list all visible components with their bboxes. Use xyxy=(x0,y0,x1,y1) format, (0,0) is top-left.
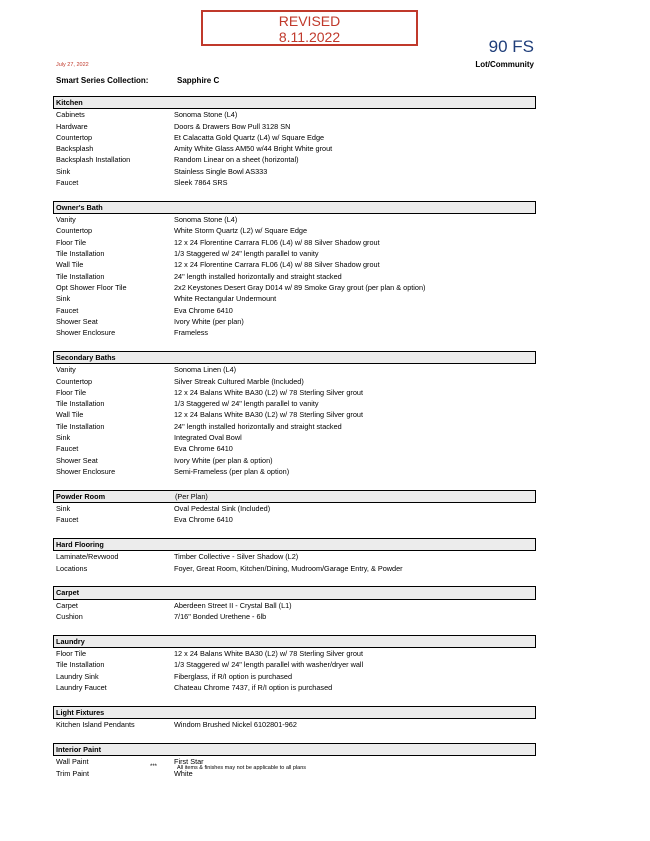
spec-label: Locations xyxy=(56,563,88,573)
spec-row xyxy=(53,132,536,143)
spec-label: Vanity xyxy=(56,215,76,225)
spec-label: Countertop xyxy=(56,226,93,236)
spec-value: 12 x 24 Balans White BA30 (L2) w/ 78 Sterling Silver grout xyxy=(174,649,364,659)
section-powder-room xyxy=(53,490,536,526)
spec-value: 12 x 24 Balans White BA30 (L2) w/ 78 Sterling Silver grout xyxy=(174,410,364,420)
section-carpet xyxy=(53,586,536,622)
section-light-fixtures xyxy=(53,706,536,731)
spec-value: Windom Brushed Nickel 6102801-962 xyxy=(174,720,297,730)
spec-row xyxy=(53,563,536,574)
spec-label: Carpet xyxy=(56,600,78,610)
spec-value: Eva Chrome 6410 xyxy=(174,444,233,454)
spec-value: 12 x 24 Florentine Carrara FL06 (L4) w/ 88 Silver Shadow grout xyxy=(174,237,380,247)
section-header xyxy=(53,490,536,503)
spec-label: Cabinets xyxy=(56,110,85,120)
spec-label: Tile Installation xyxy=(56,421,105,431)
spec-label: Shower Seat xyxy=(56,316,98,326)
spec-value: Sonoma Linen (L4) xyxy=(174,365,237,375)
spec-value: Eva Chrome 6410 xyxy=(174,305,233,315)
spec-row xyxy=(53,305,536,316)
spec-label: Wall Tile xyxy=(56,260,84,270)
spec-row xyxy=(53,271,536,282)
spec-label: Sink xyxy=(56,294,71,304)
spec-row xyxy=(53,648,536,659)
spec-label: Kitchen Island Pendants xyxy=(56,720,135,730)
spec-row xyxy=(53,671,536,682)
spec-row xyxy=(53,327,536,338)
spec-label: Faucet xyxy=(56,515,79,525)
section-header xyxy=(53,538,536,551)
spec-label: Sink xyxy=(56,504,71,513)
spec-label: Wall Paint xyxy=(56,757,89,767)
spec-row xyxy=(53,551,536,562)
collection-label: Smart Series Collection: xyxy=(56,76,149,85)
spec-value: Stainless Single Bowl AS333 xyxy=(174,166,268,176)
spec-label: Tile Installation xyxy=(56,660,105,670)
spec-label: Faucet xyxy=(56,305,79,315)
spec-label: Faucet xyxy=(56,444,79,454)
spec-row xyxy=(53,143,536,154)
spec-label: Trim Paint xyxy=(56,768,89,778)
spec-row xyxy=(53,421,536,432)
revised-stamp xyxy=(201,10,418,46)
section-title: Owner's Bath xyxy=(56,202,103,212)
spec-row xyxy=(53,503,536,514)
spec-label: Sink xyxy=(56,166,71,176)
section-interior-paint xyxy=(53,743,536,779)
spec-row xyxy=(53,409,536,420)
spec-row xyxy=(53,455,536,466)
spec-value: Ivory White (per plan) xyxy=(174,316,244,326)
spec-label: Cushion xyxy=(56,612,83,622)
section-header xyxy=(53,351,536,364)
spec-row xyxy=(53,214,536,225)
spec-label: Backsplash Installation xyxy=(56,155,131,165)
spec-row xyxy=(53,121,536,132)
spec-row xyxy=(53,466,536,477)
spec-row xyxy=(53,659,536,670)
document-date: July 27, 2022 xyxy=(56,62,89,68)
spec-label: Countertop xyxy=(56,132,93,142)
spec-label: Backsplash xyxy=(56,144,94,154)
section-title: Interior Paint xyxy=(56,744,102,754)
spec-row xyxy=(53,600,536,611)
spec-label: Tile Installation xyxy=(56,271,105,281)
spec-row xyxy=(53,293,536,304)
spec-value: White Storm Quartz (L2) w/ Square Edge xyxy=(174,226,308,236)
spec-value: Aberdeen Street II - Crystal Ball (L1) xyxy=(174,600,292,610)
spec-row xyxy=(53,248,536,259)
spec-label: Tile Installation xyxy=(56,399,105,409)
section-kitchen xyxy=(53,96,536,188)
section-title-value: (Per Plan) xyxy=(175,491,208,501)
spec-value: Eva Chrome 6410 xyxy=(174,515,233,525)
section-title: Kitchen xyxy=(56,98,83,107)
section-header xyxy=(53,743,536,756)
spec-label: Laundry Faucet xyxy=(56,683,107,693)
spec-label: Vanity xyxy=(56,365,76,375)
section-header xyxy=(53,635,536,648)
spec-label: Shower Enclosure xyxy=(56,328,116,338)
lot-community-label: Lot/Community xyxy=(475,60,534,69)
spec-value: Ivory White (per plan & option) xyxy=(174,455,273,465)
spec-label: Floor Tile xyxy=(56,649,87,659)
spec-row xyxy=(53,514,536,525)
spec-value: Fiberglass, if R/I option is purchased xyxy=(174,671,293,681)
spec-value: 2x2 Keystones Desert Gray D014 w/ 89 Smoke Gray grout (per plan & option) xyxy=(174,282,426,292)
spec-row xyxy=(53,237,536,248)
spec-row xyxy=(53,177,536,188)
section-hard-flooring xyxy=(53,538,536,574)
spec-row xyxy=(53,166,536,177)
spec-value: Sleek 7864 SRS xyxy=(174,178,228,188)
revised-date: 8.11.2022 xyxy=(278,29,341,45)
section-owner-s-bath xyxy=(53,201,536,339)
collection-name: Sapphire C xyxy=(177,76,220,85)
spec-value: 1/3 Staggered w/ 24" length parallel to vanity xyxy=(174,249,319,259)
lot-number: 90 FS xyxy=(488,37,534,56)
spec-value: 1/3 Staggered w/ 24" length parallel with washer/dryer wall xyxy=(174,660,364,670)
section-laundry xyxy=(53,635,536,693)
spec-value: Amity White Glass AM50 w/44 Bright White grout xyxy=(174,144,333,154)
section-title: Carpet xyxy=(56,588,80,598)
spec-value: First Star xyxy=(174,757,204,767)
spec-value: 24" length installed horizontally and straight stacked xyxy=(174,271,342,281)
section-title: Light Fixtures xyxy=(56,707,105,717)
section-header xyxy=(53,706,536,719)
spec-value: White xyxy=(174,768,193,778)
section-title: Secondary Baths xyxy=(56,352,116,362)
section-title: Powder Room xyxy=(56,491,106,501)
spec-value: Sonoma Stone (L4) xyxy=(174,215,238,225)
section-secondary-baths xyxy=(53,351,536,477)
spec-row xyxy=(53,611,536,622)
spec-row xyxy=(53,387,536,398)
spec-row xyxy=(53,259,536,270)
spec-value: Timber Collective - Silver Shadow (L2) xyxy=(174,552,299,562)
spec-label: Opt Shower Floor Tile xyxy=(56,282,127,292)
spec-label: Tile Installation xyxy=(56,249,105,259)
section-header xyxy=(53,201,536,214)
spec-row xyxy=(53,682,536,693)
spec-value: Oval Pedestal Sink (Included) xyxy=(174,504,271,513)
spec-row xyxy=(53,282,536,293)
spec-value: 12 x 24 Florentine Carrara FL06 (L4) w/ 88 Silver Shadow grout xyxy=(174,260,380,270)
spec-label: Countertop xyxy=(56,376,93,386)
spec-row xyxy=(53,364,536,375)
spec-label: Laundry Sink xyxy=(56,671,99,681)
spec-value: Integrated Oval Bowl xyxy=(174,433,242,443)
spec-label: Wall Tile xyxy=(56,410,84,420)
spec-label: Faucet xyxy=(56,178,79,188)
spec-label: Floor Tile xyxy=(56,387,87,397)
section-header xyxy=(53,586,536,599)
spec-row xyxy=(53,109,536,120)
spec-row xyxy=(53,225,536,236)
spec-value: 12 x 24 Balans White BA30 (L2) w/ 78 Sterling Silver grout xyxy=(174,387,364,397)
spec-row xyxy=(53,719,536,730)
spec-label: Laminate/Revwood xyxy=(56,552,119,562)
spec-value: 7/16" Bonded Urethene - 6lb xyxy=(174,612,267,622)
section-header xyxy=(53,96,536,109)
spec-label: Shower Seat xyxy=(56,455,98,465)
spec-value: Silver Streak Cultured Marble (Included) xyxy=(174,376,304,386)
spec-row xyxy=(53,432,536,443)
spec-value: Random Linear on a sheet (horizontal) xyxy=(174,155,299,165)
spec-value: Foyer, Great Room, Kitchen/Dining, Mudroom/Garage Entry, & Powder xyxy=(174,563,403,573)
footnote-mark: *** xyxy=(150,764,158,770)
section-title: Hard Flooring xyxy=(56,540,104,550)
spec-value: 24" length installed horizontally and straight stacked xyxy=(174,421,342,431)
spec-value: White Rectangular Undermount xyxy=(174,294,277,304)
spec-row xyxy=(53,398,536,409)
spec-label: Shower Enclosure xyxy=(56,466,116,476)
footnote-text: All items & finishes may not be applicable to all plans xyxy=(177,765,307,771)
spec-value: Chateau Chrome 7437, if R/I option is purchased xyxy=(174,683,333,693)
spec-label: Hardware xyxy=(56,121,88,131)
spec-value: Doors & Drawers Bow Pull 3128 SN xyxy=(174,121,291,131)
revised-label: REVISED xyxy=(278,13,341,29)
spec-value: Semi-Frameless (per plan & option) xyxy=(174,466,290,476)
spec-row xyxy=(53,154,536,165)
spec-label: Floor Tile xyxy=(56,237,87,247)
spec-label: Sink xyxy=(56,433,71,443)
spec-value: Et Calacatta Gold Quartz (L4) w/ Square Edge xyxy=(174,132,325,142)
selections-list xyxy=(53,96,536,791)
spec-row xyxy=(53,443,536,454)
spec-value: Sonoma Stone (L4) xyxy=(174,110,238,120)
spec-row xyxy=(53,376,536,387)
section-title: Laundry xyxy=(56,636,85,646)
spec-value: Frameless xyxy=(174,328,209,338)
spec-row xyxy=(53,316,536,327)
spec-value: 1/3 Staggered w/ 24" length parallel to vanity xyxy=(174,399,319,409)
